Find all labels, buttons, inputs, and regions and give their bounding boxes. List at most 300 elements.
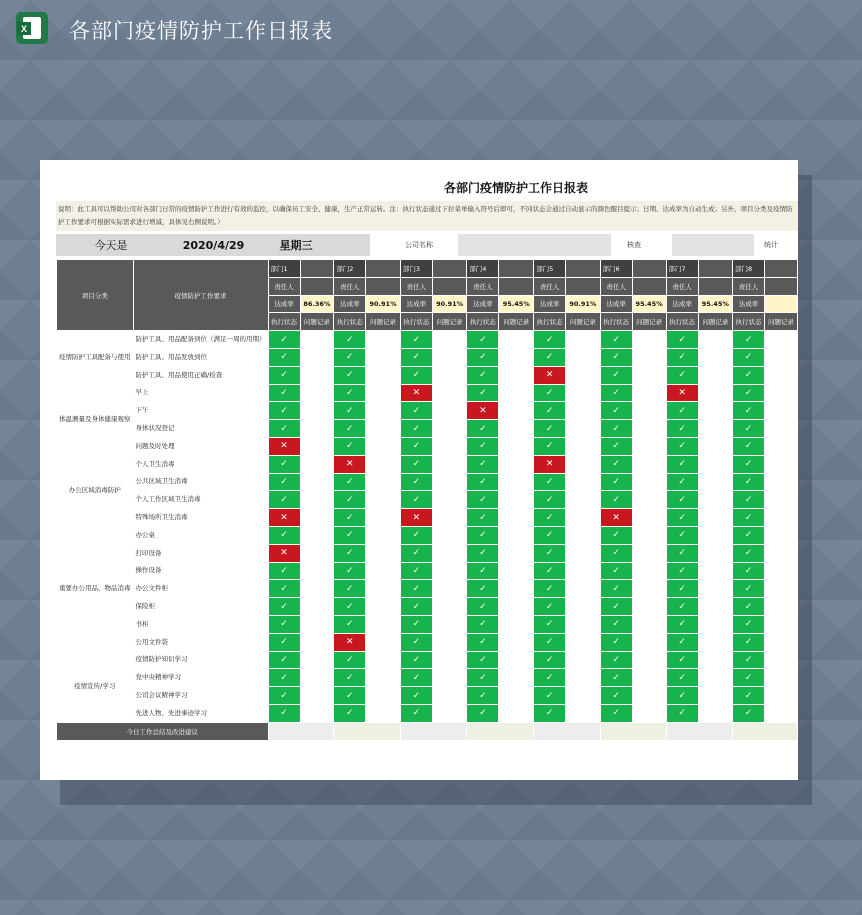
status-ok-cell[interactable]: ✓ [467,455,499,473]
status-ok-cell[interactable]: ✓ [733,348,765,366]
status-ok-cell[interactable]: ✓ [268,704,300,722]
issue-cell[interactable] [432,437,466,455]
status-ok-cell[interactable]: ✓ [733,704,765,722]
status-ok-cell[interactable]: ✓ [534,633,566,651]
issue-cell[interactable] [300,544,334,562]
issue-cell[interactable] [300,331,334,349]
status-ok-cell[interactable]: ✓ [268,633,300,651]
status-ok-cell[interactable]: ✓ [467,651,499,669]
status-ok-cell[interactable]: ✓ [666,331,698,349]
status-ok-cell[interactable]: ✓ [733,526,765,544]
status-ok-cell[interactable]: ✓ [467,704,499,722]
issue-cell[interactable] [432,633,466,651]
issue-cell[interactable] [300,473,334,491]
issue-cell[interactable] [698,455,732,473]
issue-cell[interactable] [366,687,401,705]
summary-input[interactable] [534,722,600,740]
issue-cell[interactable] [366,580,401,598]
issue-cell[interactable] [432,420,466,438]
issue-cell[interactable] [366,348,401,366]
status-ok-cell[interactable]: ✓ [733,633,765,651]
issue-cell[interactable] [432,687,466,705]
status-ok-cell[interactable]: ✓ [268,562,300,580]
issue-cell[interactable] [300,509,334,527]
issue-cell[interactable] [499,562,534,580]
issue-cell[interactable] [300,455,334,473]
issue-cell[interactable] [632,669,666,687]
issue-cell[interactable] [499,544,534,562]
status-ok-cell[interactable]: ✓ [600,633,632,651]
status-ok-cell[interactable]: ✓ [534,491,566,509]
status-ok-cell[interactable]: ✓ [600,615,632,633]
issue-cell[interactable] [300,651,334,669]
status-fail-cell[interactable]: ✕ [400,509,432,527]
issue-cell[interactable] [566,598,600,616]
status-ok-cell[interactable]: ✓ [666,669,698,687]
issue-cell[interactable] [300,615,334,633]
issue-cell[interactable] [632,348,666,366]
status-ok-cell[interactable]: ✓ [400,544,432,562]
issue-cell[interactable] [698,348,732,366]
issue-cell[interactable] [366,491,401,509]
issue-cell[interactable] [765,402,798,420]
excel-icon[interactable] [16,12,48,44]
status-ok-cell[interactable]: ✓ [600,580,632,598]
issue-cell[interactable] [765,526,798,544]
status-ok-cell[interactable]: ✓ [666,562,698,580]
issue-cell[interactable] [499,633,534,651]
issue-cell[interactable] [765,580,798,598]
issue-cell[interactable] [300,491,334,509]
issue-cell[interactable] [765,562,798,580]
issue-cell[interactable] [300,437,334,455]
responsible-input[interactable] [366,277,401,295]
issue-cell[interactable] [366,509,401,527]
status-ok-cell[interactable]: ✓ [666,526,698,544]
issue-cell[interactable] [632,473,666,491]
status-ok-cell[interactable]: ✓ [268,331,300,349]
issue-cell[interactable] [566,580,600,598]
status-ok-cell[interactable]: ✓ [600,598,632,616]
status-ok-cell[interactable]: ✓ [666,473,698,491]
status-ok-cell[interactable]: ✓ [733,544,765,562]
issue-cell[interactable] [499,384,534,402]
issue-cell[interactable] [632,491,666,509]
status-ok-cell[interactable]: ✓ [600,651,632,669]
issue-cell[interactable] [432,491,466,509]
issue-cell[interactable] [366,669,401,687]
issue-cell[interactable] [698,366,732,384]
status-ok-cell[interactable]: ✓ [666,437,698,455]
issue-cell[interactable] [698,562,732,580]
status-ok-cell[interactable]: ✓ [334,366,366,384]
status-ok-cell[interactable]: ✓ [467,580,499,598]
status-ok-cell[interactable]: ✓ [600,473,632,491]
issue-cell[interactable] [632,526,666,544]
status-ok-cell[interactable]: ✓ [733,331,765,349]
issue-cell[interactable] [499,366,534,384]
issue-cell[interactable] [300,562,334,580]
issue-cell[interactable] [432,348,466,366]
issue-cell[interactable] [698,544,732,562]
status-ok-cell[interactable]: ✓ [334,687,366,705]
status-ok-cell[interactable]: ✓ [334,526,366,544]
issue-cell[interactable] [566,544,600,562]
issue-cell[interactable] [499,687,534,705]
status-fail-cell[interactable]: ✕ [268,544,300,562]
issue-cell[interactable] [432,651,466,669]
issue-cell[interactable] [566,704,600,722]
status-ok-cell[interactable]: ✓ [334,544,366,562]
status-ok-cell[interactable]: ✓ [467,420,499,438]
status-fail-cell[interactable]: ✕ [666,384,698,402]
status-ok-cell[interactable]: ✓ [467,491,499,509]
issue-cell[interactable] [698,402,732,420]
issue-cell[interactable] [432,331,466,349]
status-ok-cell[interactable]: ✓ [666,687,698,705]
status-ok-cell[interactable]: ✓ [600,331,632,349]
status-ok-cell[interactable]: ✓ [733,687,765,705]
issue-cell[interactable] [499,580,534,598]
status-fail-cell[interactable]: ✕ [268,509,300,527]
issue-cell[interactable] [300,526,334,544]
status-ok-cell[interactable]: ✓ [534,544,566,562]
status-ok-cell[interactable]: ✓ [334,384,366,402]
status-ok-cell[interactable]: ✓ [600,348,632,366]
issue-cell[interactable] [499,598,534,616]
status-ok-cell[interactable]: ✓ [268,455,300,473]
status-ok-cell[interactable]: ✓ [400,491,432,509]
issue-cell[interactable] [432,526,466,544]
issue-cell[interactable] [765,598,798,616]
status-ok-cell[interactable]: ✓ [467,544,499,562]
issue-cell[interactable] [432,598,466,616]
issue-cell[interactable] [698,491,732,509]
status-fail-cell[interactable]: ✕ [600,509,632,527]
responsible-input[interactable] [499,277,534,295]
status-ok-cell[interactable]: ✓ [400,473,432,491]
issue-cell[interactable] [499,455,534,473]
status-fail-cell[interactable]: ✕ [534,366,566,384]
company-name-input[interactable] [458,234,611,256]
issue-cell[interactable] [632,651,666,669]
status-ok-cell[interactable]: ✓ [534,331,566,349]
status-ok-cell[interactable]: ✓ [334,331,366,349]
status-ok-cell[interactable]: ✓ [534,580,566,598]
issue-cell[interactable] [632,402,666,420]
issue-cell[interactable] [698,580,732,598]
issue-cell[interactable] [632,437,666,455]
status-ok-cell[interactable]: ✓ [268,669,300,687]
status-ok-cell[interactable]: ✓ [400,687,432,705]
issue-cell[interactable] [632,598,666,616]
issue-cell[interactable] [698,669,732,687]
status-ok-cell[interactable]: ✓ [400,437,432,455]
status-ok-cell[interactable]: ✓ [334,509,366,527]
issue-cell[interactable] [566,473,600,491]
status-ok-cell[interactable]: ✓ [467,437,499,455]
issue-cell[interactable] [566,633,600,651]
status-ok-cell[interactable]: ✓ [534,384,566,402]
issue-cell[interactable] [432,580,466,598]
status-ok-cell[interactable]: ✓ [334,402,366,420]
issue-cell[interactable] [632,580,666,598]
issue-cell[interactable] [366,437,401,455]
status-ok-cell[interactable]: ✓ [733,615,765,633]
issue-cell[interactable] [566,384,600,402]
issue-cell[interactable] [432,366,466,384]
issue-cell[interactable] [499,615,534,633]
status-ok-cell[interactable]: ✓ [400,615,432,633]
issue-cell[interactable] [698,473,732,491]
issue-cell[interactable] [300,598,334,616]
status-ok-cell[interactable]: ✓ [534,348,566,366]
status-ok-cell[interactable]: ✓ [733,598,765,616]
issue-cell[interactable] [566,437,600,455]
status-ok-cell[interactable]: ✓ [666,420,698,438]
status-ok-cell[interactable]: ✓ [268,402,300,420]
responsible-input[interactable] [432,277,466,295]
status-ok-cell[interactable]: ✓ [334,420,366,438]
status-ok-cell[interactable]: ✓ [600,526,632,544]
issue-cell[interactable] [566,669,600,687]
issue-cell[interactable] [499,473,534,491]
status-ok-cell[interactable]: ✓ [467,615,499,633]
issue-cell[interactable] [765,331,798,349]
summary-input[interactable] [467,722,534,740]
status-fail-cell[interactable]: ✕ [534,455,566,473]
issue-cell[interactable] [432,455,466,473]
status-ok-cell[interactable]: ✓ [268,615,300,633]
issue-cell[interactable] [632,384,666,402]
status-fail-cell[interactable]: ✕ [334,455,366,473]
issue-cell[interactable] [632,562,666,580]
status-ok-cell[interactable]: ✓ [334,473,366,491]
status-ok-cell[interactable]: ✓ [666,544,698,562]
summary-input[interactable] [600,722,666,740]
status-ok-cell[interactable]: ✓ [666,348,698,366]
status-ok-cell[interactable]: ✓ [334,704,366,722]
status-ok-cell[interactable]: ✓ [600,669,632,687]
status-ok-cell[interactable]: ✓ [268,420,300,438]
issue-cell[interactable] [366,615,401,633]
status-ok-cell[interactable]: ✓ [334,491,366,509]
review-input[interactable] [672,234,754,256]
status-ok-cell[interactable]: ✓ [733,491,765,509]
summary-input[interactable] [268,722,334,740]
status-ok-cell[interactable]: ✓ [400,598,432,616]
issue-cell[interactable] [499,526,534,544]
status-ok-cell[interactable]: ✓ [268,651,300,669]
issue-cell[interactable] [499,491,534,509]
issue-cell[interactable] [366,331,401,349]
issue-cell[interactable] [499,651,534,669]
issue-cell[interactable] [632,544,666,562]
issue-cell[interactable] [765,455,798,473]
issue-cell[interactable] [300,384,334,402]
status-ok-cell[interactable]: ✓ [666,651,698,669]
status-ok-cell[interactable]: ✓ [600,562,632,580]
issue-cell[interactable] [698,420,732,438]
status-ok-cell[interactable]: ✓ [334,562,366,580]
issue-cell[interactable] [698,526,732,544]
status-ok-cell[interactable]: ✓ [467,473,499,491]
issue-cell[interactable] [632,615,666,633]
issue-cell[interactable] [366,455,401,473]
issue-cell[interactable] [765,704,798,722]
status-ok-cell[interactable]: ✓ [467,331,499,349]
issue-cell[interactable] [432,509,466,527]
issue-cell[interactable] [432,669,466,687]
status-fail-cell[interactable]: ✕ [334,633,366,651]
status-ok-cell[interactable]: ✓ [666,366,698,384]
status-ok-cell[interactable]: ✓ [733,669,765,687]
status-ok-cell[interactable]: ✓ [733,580,765,598]
issue-cell[interactable] [366,633,401,651]
status-ok-cell[interactable]: ✓ [467,669,499,687]
status-ok-cell[interactable]: ✓ [733,455,765,473]
issue-cell[interactable] [432,544,466,562]
status-ok-cell[interactable]: ✓ [600,402,632,420]
issue-cell[interactable] [499,669,534,687]
issue-cell[interactable] [366,562,401,580]
status-ok-cell[interactable]: ✓ [733,437,765,455]
issue-cell[interactable] [765,384,798,402]
issue-cell[interactable] [366,402,401,420]
issue-cell[interactable] [300,704,334,722]
issue-cell[interactable] [432,615,466,633]
status-ok-cell[interactable]: ✓ [400,562,432,580]
status-ok-cell[interactable]: ✓ [534,598,566,616]
issue-cell[interactable] [765,633,798,651]
summary-input[interactable] [666,722,732,740]
status-ok-cell[interactable]: ✓ [534,509,566,527]
issue-cell[interactable] [698,384,732,402]
issue-cell[interactable] [366,473,401,491]
status-ok-cell[interactable]: ✓ [268,687,300,705]
status-ok-cell[interactable]: ✓ [666,615,698,633]
issue-cell[interactable] [765,544,798,562]
issue-cell[interactable] [366,598,401,616]
status-ok-cell[interactable]: ✓ [600,544,632,562]
status-ok-cell[interactable]: ✓ [334,598,366,616]
summary-input[interactable] [400,722,466,740]
issue-cell[interactable] [632,687,666,705]
status-ok-cell[interactable]: ✓ [534,420,566,438]
status-ok-cell[interactable]: ✓ [666,633,698,651]
status-ok-cell[interactable]: ✓ [467,633,499,651]
issue-cell[interactable] [499,704,534,722]
issue-cell[interactable] [366,420,401,438]
issue-cell[interactable] [300,348,334,366]
status-ok-cell[interactable]: ✓ [534,562,566,580]
status-ok-cell[interactable]: ✓ [400,651,432,669]
status-ok-cell[interactable]: ✓ [268,491,300,509]
status-ok-cell[interactable]: ✓ [733,562,765,580]
issue-cell[interactable] [300,366,334,384]
status-ok-cell[interactable]: ✓ [534,687,566,705]
issue-cell[interactable] [632,633,666,651]
issue-cell[interactable] [698,615,732,633]
issue-cell[interactable] [432,704,466,722]
status-ok-cell[interactable]: ✓ [534,526,566,544]
responsible-input[interactable] [632,277,666,295]
status-ok-cell[interactable]: ✓ [334,348,366,366]
status-ok-cell[interactable]: ✓ [534,669,566,687]
status-ok-cell[interactable]: ✓ [400,455,432,473]
issue-cell[interactable] [765,687,798,705]
status-fail-cell[interactable]: ✕ [268,437,300,455]
issue-cell[interactable] [566,348,600,366]
issue-cell[interactable] [632,704,666,722]
status-ok-cell[interactable]: ✓ [600,366,632,384]
status-ok-cell[interactable]: ✓ [600,687,632,705]
status-fail-cell[interactable]: ✕ [467,402,499,420]
status-ok-cell[interactable]: ✓ [334,669,366,687]
issue-cell[interactable] [698,633,732,651]
status-ok-cell[interactable]: ✓ [334,437,366,455]
issue-cell[interactable] [566,331,600,349]
issue-cell[interactable] [366,526,401,544]
issue-cell[interactable] [566,420,600,438]
issue-cell[interactable] [765,651,798,669]
issue-cell[interactable] [632,366,666,384]
status-ok-cell[interactable]: ✓ [666,580,698,598]
issue-cell[interactable] [566,402,600,420]
status-ok-cell[interactable]: ✓ [666,598,698,616]
status-ok-cell[interactable]: ✓ [733,651,765,669]
status-ok-cell[interactable]: ✓ [600,437,632,455]
issue-cell[interactable] [499,402,534,420]
issue-cell[interactable] [698,331,732,349]
issue-cell[interactable] [300,633,334,651]
status-ok-cell[interactable]: ✓ [666,704,698,722]
issue-cell[interactable] [698,437,732,455]
responsible-input[interactable] [300,277,334,295]
status-ok-cell[interactable]: ✓ [400,526,432,544]
issue-cell[interactable] [698,509,732,527]
issue-cell[interactable] [698,598,732,616]
status-ok-cell[interactable]: ✓ [666,509,698,527]
status-ok-cell[interactable]: ✓ [467,348,499,366]
issue-cell[interactable] [432,473,466,491]
status-ok-cell[interactable]: ✓ [666,491,698,509]
status-ok-cell[interactable]: ✓ [733,384,765,402]
status-ok-cell[interactable]: ✓ [534,651,566,669]
status-ok-cell[interactable]: ✓ [600,455,632,473]
status-ok-cell[interactable]: ✓ [733,420,765,438]
issue-cell[interactable] [698,687,732,705]
status-ok-cell[interactable]: ✓ [334,651,366,669]
issue-cell[interactable] [432,402,466,420]
issue-cell[interactable] [765,615,798,633]
status-ok-cell[interactable]: ✓ [400,420,432,438]
issue-cell[interactable] [765,366,798,384]
status-ok-cell[interactable]: ✓ [600,420,632,438]
issue-cell[interactable] [300,580,334,598]
issue-cell[interactable] [698,651,732,669]
status-ok-cell[interactable]: ✓ [268,473,300,491]
responsible-input[interactable] [698,277,732,295]
issue-cell[interactable] [499,348,534,366]
status-ok-cell[interactable]: ✓ [334,615,366,633]
issue-cell[interactable] [566,509,600,527]
issue-cell[interactable] [632,331,666,349]
status-ok-cell[interactable]: ✓ [600,491,632,509]
status-ok-cell[interactable]: ✓ [400,402,432,420]
summary-input[interactable] [733,722,798,740]
issue-cell[interactable] [300,687,334,705]
